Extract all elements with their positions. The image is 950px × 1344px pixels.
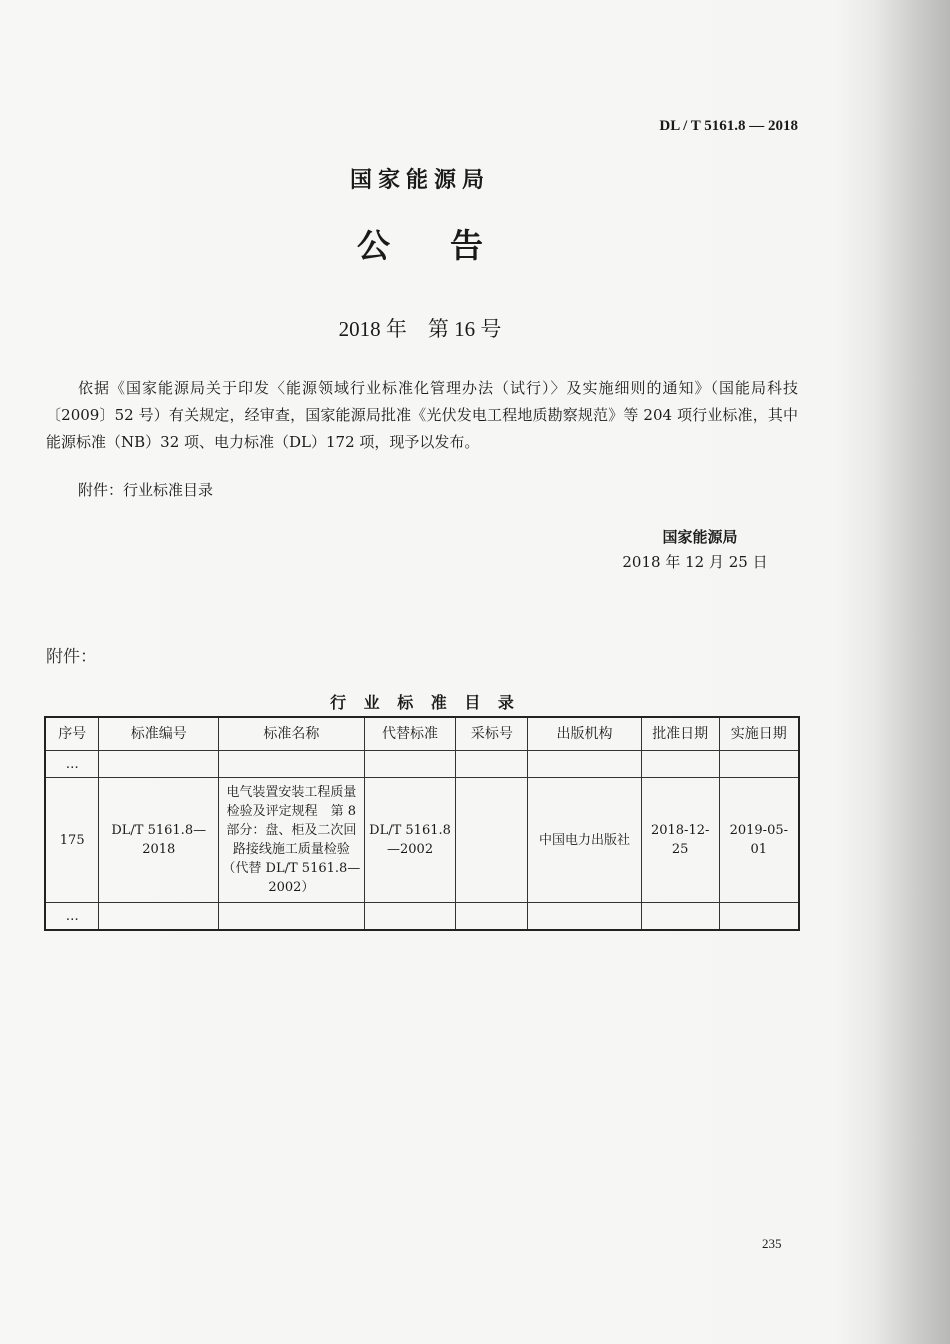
document-type-heading: 公告 xyxy=(357,226,543,265)
cell-effective-date: 2019-05-01 xyxy=(719,778,799,903)
col-header-replaces: 代替标准 xyxy=(364,717,456,751)
signature-date: 2018 年 12 月 25 日 xyxy=(622,553,768,571)
col-header-code: 标准编号 xyxy=(99,717,219,751)
col-header-name: 标准名称 xyxy=(219,717,365,751)
notice-body: 依据《国家能源局关于印发〈能源领域行业标准化管理办法（试行）〉及实施细则的通知》（国能局科技〔2009〕52 号）有关规定，经审查，国家能源局批准《光伏发电工程地质勘察规范》等 204 项行业标准，其中能源标准（NB）32 项、电力标准（DL）172 项，现予以发布。 xyxy=(46,379,798,451)
col-header-effective: 实施日期 xyxy=(719,717,799,751)
ellipsis-cell: … xyxy=(45,903,99,931)
cell-code: DL/T 5161.8—2018 xyxy=(99,778,219,903)
cell-standard-name: 电气装置安装工程质量检验及评定规程 第 8 部分：盘、柜及二次回路接线施工质量检验（代替 DL/T 5161.8—2002） xyxy=(219,778,365,903)
cell-seq: 175 xyxy=(45,778,99,903)
table-row-ellipsis-top xyxy=(45,751,799,778)
attachment-label: 附件： xyxy=(46,647,97,667)
cell-replaces: DL/T 5161.8—2002 xyxy=(364,778,456,903)
col-header-approved: 批准日期 xyxy=(641,717,719,751)
cell-approved-date: 2018-12-25 xyxy=(641,778,719,903)
table-header-row xyxy=(45,717,799,751)
catalog-table-title: 行 业 标 准 目 录 xyxy=(330,693,520,712)
standard-code-header: DL / T 5161.8 — 2018 xyxy=(659,118,798,134)
cell-publisher: 中国电力出版社 xyxy=(528,778,642,903)
issuer-title: 国家能源局 xyxy=(349,168,490,193)
table-row-ellipsis-bottom xyxy=(45,903,799,931)
attachment-note: 附件：行业标准目录 xyxy=(78,481,214,499)
col-header-publisher: 出版机构 xyxy=(528,717,642,751)
col-header-adopted: 采标号 xyxy=(456,717,528,751)
standards-catalog-table xyxy=(44,716,800,931)
page-number: 235 xyxy=(762,1236,782,1251)
col-header-seq: 序号 xyxy=(45,717,99,751)
issue-number: 2018 年 第 16 号 xyxy=(338,317,502,341)
ellipsis-cell: … xyxy=(45,751,99,778)
table-row xyxy=(45,778,799,903)
cell-adopted xyxy=(456,778,528,903)
signature-organization: 国家能源局 xyxy=(662,528,738,546)
